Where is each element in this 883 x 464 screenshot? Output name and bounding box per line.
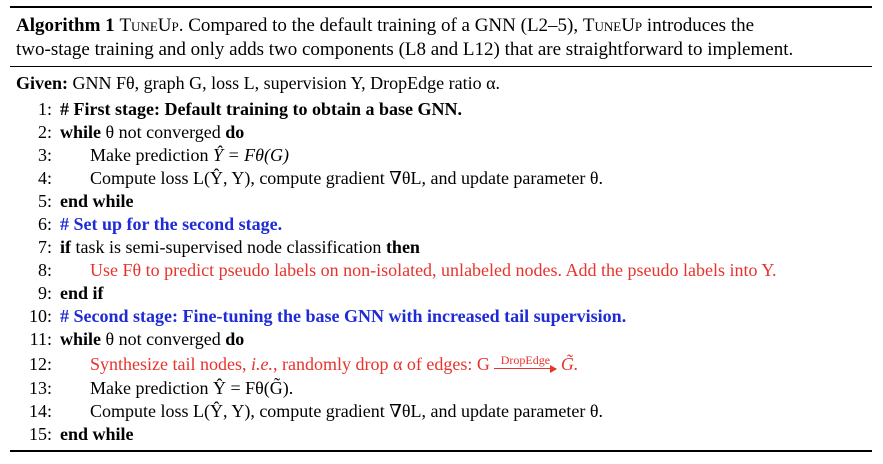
line-text: # First stage: Default training to obtain a base GNN. — [60, 99, 462, 119]
line-number: 9: — [37, 283, 52, 303]
caption-text-a: . Compared to the default training of a GNN (L2–5), — [178, 15, 583, 36]
keyword: end while — [60, 424, 134, 444]
line-text: Make prediction — [90, 145, 213, 165]
algorithm-label: Algorithm 1 — [16, 15, 115, 36]
algo-line-10 — [10, 305, 872, 328]
algo-line-9 — [10, 282, 872, 305]
line-text: Compute loss L(Ŷ, Y), compute gradient ∇θL, and update parameter θ. — [90, 401, 603, 421]
algo-line-7 — [10, 236, 872, 259]
caption-line-2: two-stage training and only adds two components (L8 and L12) that are straightforward to implement. — [16, 39, 794, 60]
keyword: while — [60, 329, 102, 349]
line-number: 11: — [29, 329, 52, 349]
line-text: θ not converged — [101, 122, 226, 142]
line-text: # Set up for the second stage. — [60, 214, 283, 234]
algo-line-15 — [10, 423, 872, 446]
line-number: 1: — [37, 99, 52, 119]
algo-line-8 — [10, 259, 872, 282]
algorithm-box — [10, 6, 872, 452]
line-math: Ŷ = Fθ(G) — [212, 145, 289, 165]
algo-line-2 — [10, 121, 872, 144]
caption-text-b: introduces the — [642, 15, 755, 36]
ie-text: i.e. — [250, 354, 273, 374]
given-label: Given: — [16, 73, 68, 93]
line-text: θ not converged — [101, 329, 226, 349]
keyword: then — [385, 237, 420, 257]
line-text: G̃. — [560, 354, 579, 374]
line-number: 14: — [28, 401, 52, 421]
line-number: 8: — [37, 260, 52, 280]
line-number: 6: — [37, 214, 52, 234]
algo-line-5 — [10, 190, 872, 213]
line-text: Use Fθ to predict pseudo labels on non-isolated, unlabeled nodes. Add the pseudo labels into Y. — [90, 260, 777, 280]
line-number: 5: — [37, 191, 52, 211]
line-text: Synthesize tail nodes, — [90, 354, 251, 374]
line-number: 2: — [37, 122, 52, 142]
keyword: do — [225, 122, 245, 142]
arrow-label: DropEdge — [500, 353, 551, 367]
line-text: , randomly drop α of edges: G — [272, 354, 490, 374]
dropedge-arrow — [494, 355, 556, 369]
line-text: # Second stage: Fine-tuning the base GNN with increased tail supervision. — [60, 306, 627, 326]
given-text: GNN Fθ, graph G, loss L, supervision Y, DropEdge ratio α. — [72, 73, 501, 93]
line-number: 10: — [28, 306, 52, 326]
keyword: do — [225, 329, 245, 349]
algo-line-12 — [10, 351, 872, 377]
line-number: 13: — [28, 378, 52, 398]
algo-line-11 — [10, 328, 872, 351]
line-text: task is semi-supervised node classification — [71, 237, 386, 257]
line-text: Compute loss L(Ŷ, Y), compute gradient ∇θL, and update parameter θ. — [90, 168, 603, 188]
keyword: if — [60, 237, 71, 257]
keyword: end if — [60, 283, 104, 303]
algo-line-4 — [10, 167, 872, 190]
algo-line-3 — [10, 144, 872, 167]
line-number: 4: — [37, 168, 52, 188]
algo-line-13 — [10, 377, 872, 400]
algo-line-6 — [10, 213, 872, 236]
algorithm-caption — [10, 8, 872, 66]
line-number: 12: — [28, 354, 52, 374]
keyword: end while — [60, 191, 134, 211]
line-number: 7: — [37, 237, 52, 257]
keyword: while — [60, 122, 102, 142]
given-line — [10, 67, 872, 98]
line-number: 3: — [37, 145, 52, 165]
algorithm-name-2: TuneUp — [582, 15, 643, 36]
algorithm-name: TuneUp — [119, 15, 179, 36]
line-text: Make prediction Ŷ = Fθ(G̃). — [90, 378, 294, 398]
algo-line-14 — [10, 400, 872, 423]
line-number: 15: — [28, 424, 52, 444]
bottom-rule — [10, 450, 872, 452]
arrow-shaft — [494, 368, 556, 369]
algo-line-1 — [10, 98, 872, 121]
